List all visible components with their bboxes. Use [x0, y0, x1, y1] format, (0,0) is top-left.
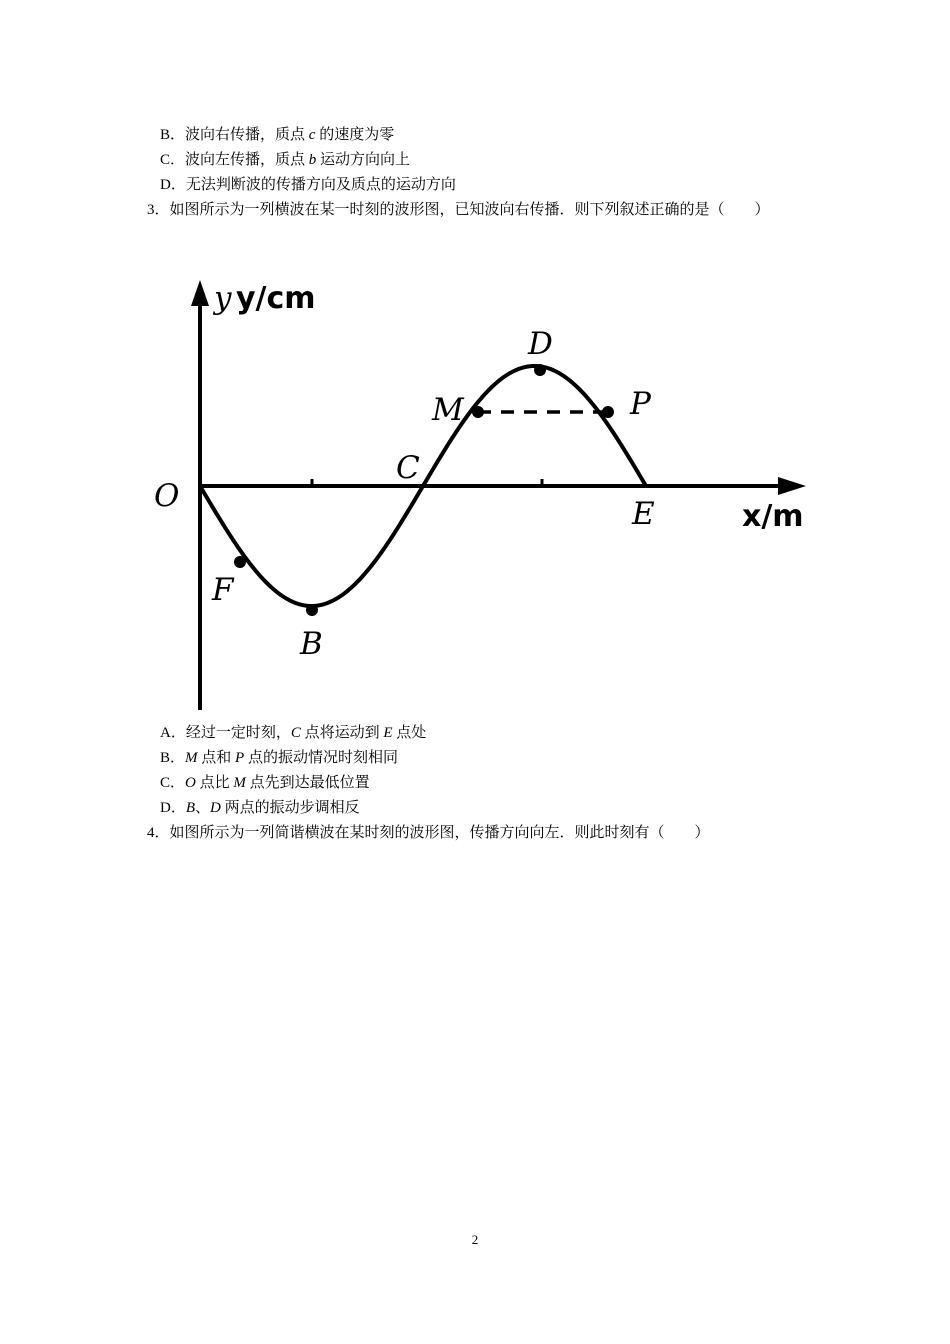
q2-option-b-text-end: 的速度为零 — [315, 127, 395, 143]
point-f-dot — [234, 556, 246, 568]
q2-option-c — [160, 150, 410, 170]
q2-option-c-text-end: 运动方向向上 — [316, 152, 411, 168]
x-axis-label: x/m — [742, 499, 804, 534]
q3-option-a — [160, 723, 426, 743]
q2-option-d — [160, 175, 456, 195]
q3-stem: 3．如图所示为一列横波在某一时刻的波形图，已知波向右传播．则下列叙述正确的是（ ） — [147, 202, 770, 218]
point-p-dot — [602, 406, 614, 418]
q2-option-b — [160, 125, 394, 145]
q3-option-c — [160, 773, 370, 793]
wave-figure — [150, 270, 830, 720]
q3-option-a-end: 点处 — [392, 725, 427, 741]
label-o: O — [154, 478, 180, 514]
q3-option-a-var2: E — [383, 725, 393, 741]
q3-option-a-mid: 点将运动到 — [300, 725, 384, 741]
q3-option-c-text: C． — [160, 775, 186, 791]
q3-option-a-text: A．经过一定时刻， — [160, 725, 291, 741]
point-b-dot — [306, 604, 318, 616]
label-e: E — [632, 496, 655, 532]
label-c: C — [396, 450, 420, 486]
label-p: P — [630, 386, 651, 422]
q2-option-c-text: C．波向左传播，质点 — [160, 152, 309, 168]
label-d: D — [528, 326, 553, 362]
q3-option-c-end: 点先到达最低位置 — [245, 775, 370, 791]
point-m-dot — [472, 406, 484, 418]
q3-option-b-end: 点的振动情况时刻相同 — [244, 750, 398, 766]
q3-option-d-text: D． — [160, 800, 186, 816]
q3-option-d-end: 两点的振动步调相反 — [220, 800, 360, 816]
q3-option-a-var1: C — [290, 725, 301, 741]
page-number: 2 — [471, 1232, 479, 1247]
x-axis-arrow — [778, 477, 806, 495]
q4-stem: 4．如图所示为一列简谐横波在某时刻的波形图，传播方向向左．则此时刻有（ ） — [147, 825, 710, 841]
point-d-dot — [534, 364, 546, 376]
label-f: F — [212, 572, 234, 608]
y-axis-label-var: y — [214, 280, 232, 316]
q3-option-c-mid: 点比 — [195, 775, 234, 791]
q3-option-d-mid: 、 — [195, 800, 211, 816]
q3-option-b-var2: P — [235, 750, 245, 766]
q2-option-d-text: D．无法判断波的传播方向及质点的运动方向 — [160, 177, 456, 193]
q3-option-d-var1: B — [185, 800, 196, 816]
label-b: B — [300, 626, 323, 662]
label-m: M — [432, 392, 464, 428]
q3-option-b-var1: M — [185, 750, 198, 766]
q3-option-b-text: B． — [160, 750, 186, 766]
q3-option-d-var2: D — [210, 800, 221, 816]
y-axis-label: y/cm — [236, 281, 316, 316]
q3-option-b — [160, 748, 398, 768]
q3-option-c-var1: O — [185, 775, 196, 791]
q2-option-b-var: c — [308, 127, 316, 143]
q2-option-b-text: B．波向右传播，质点 — [160, 127, 309, 143]
q3-option-b-mid: 点和 — [197, 750, 236, 766]
y-axis-arrow — [191, 280, 209, 306]
q3-option-c-var2: M — [233, 775, 246, 791]
q3-option-d — [160, 798, 360, 818]
q2-option-c-var: b — [308, 152, 317, 168]
